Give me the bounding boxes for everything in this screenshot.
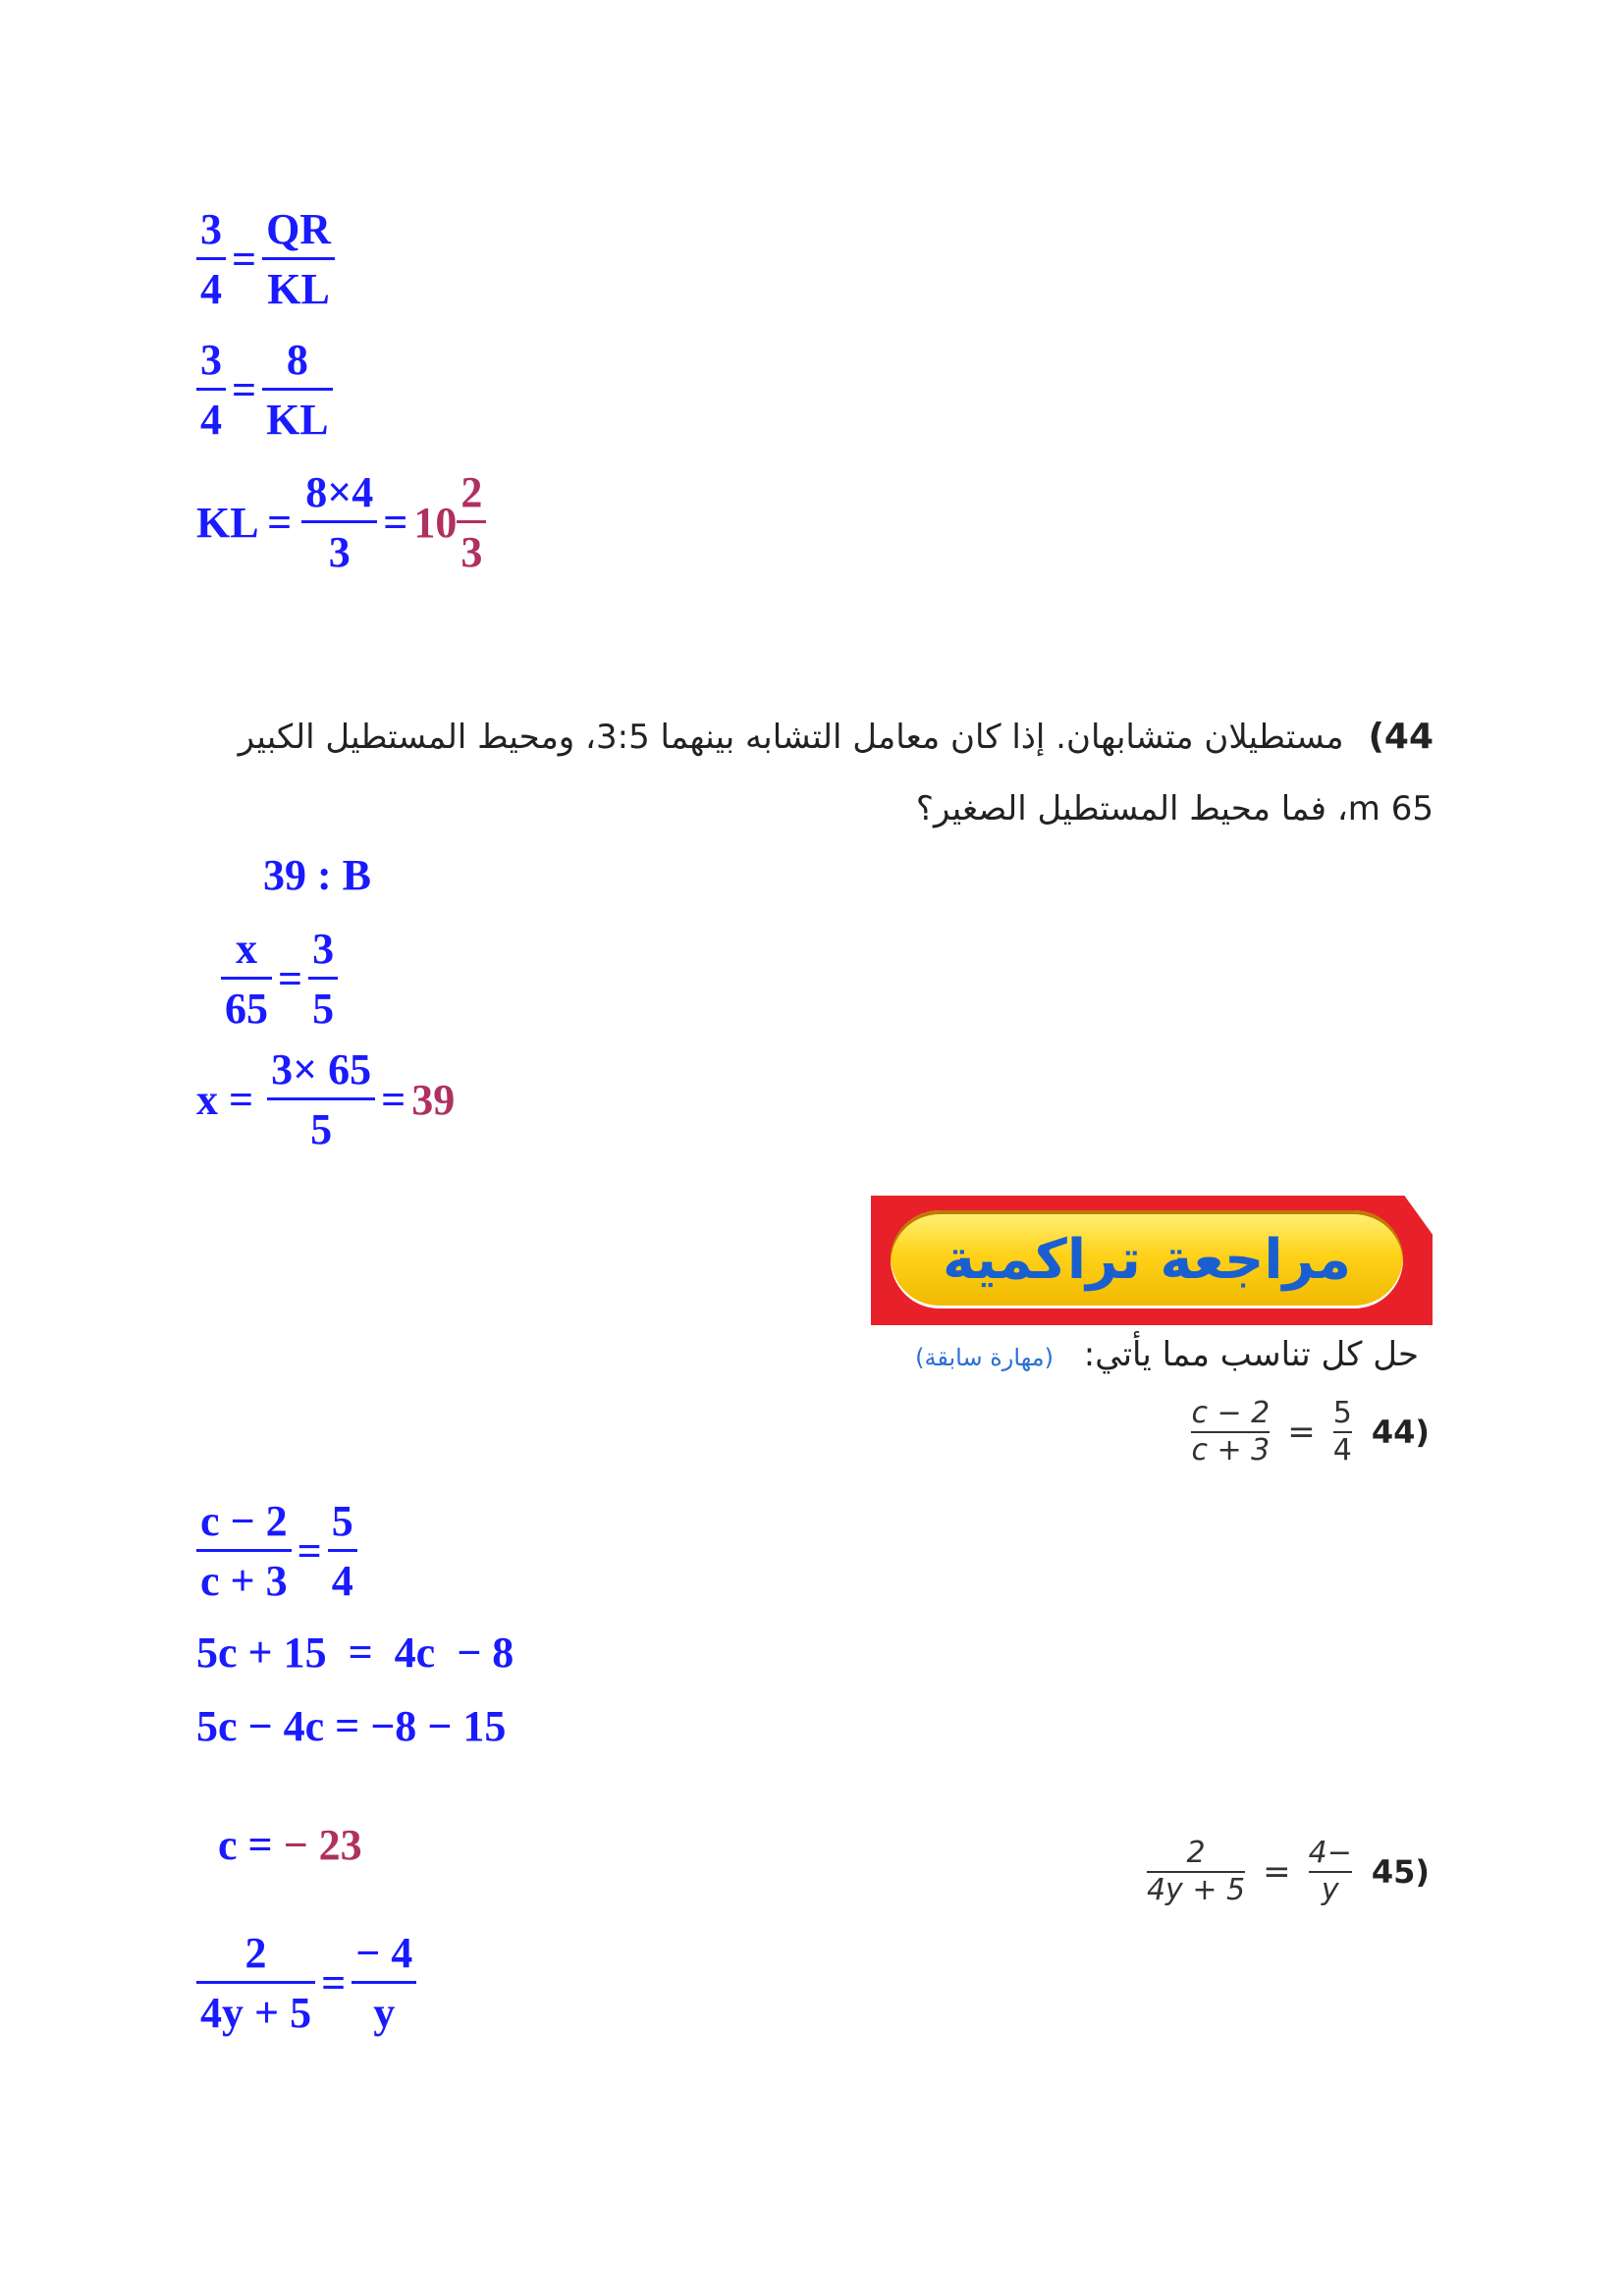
cumulative-review-banner bbox=[891, 1210, 1403, 1308]
fraction: −4 y bbox=[1308, 1836, 1352, 1907]
fraction: $\frac{3}{4}$ bbox=[196, 339, 226, 442]
fraction: $\frac{c - 2}{c + 3}$ bbox=[196, 1500, 292, 1603]
banner-title: مراجعة تراكمية bbox=[942, 1227, 1352, 1292]
question-number: 44) bbox=[1368, 717, 1434, 757]
sol3-line1: $\frac{c - 2}{c + 3}$ = $\frac{5}{4}$ bbox=[196, 1500, 357, 1603]
fraction: c − 2 c + 3 bbox=[1191, 1396, 1271, 1468]
problem-44-line2: 65 m، فما محيط المستطيل الصغير؟ bbox=[915, 789, 1434, 828]
problem-44-line1: 44) مستطيلان متشابهان. إذا كان معامل التشابه بينهما 3:5، ومحيط المستطيل الكبير bbox=[238, 717, 1434, 757]
answer: 39 bbox=[411, 1075, 456, 1124]
sol2-line2: x = $\frac{3\times 65}{5}$ = 39 bbox=[196, 1045, 456, 1153]
fraction: $\frac{8\times 4}{3}$ bbox=[301, 471, 377, 574]
choice-answer: 39 : B bbox=[263, 851, 371, 899]
sol4-line1: $\frac{2}{4y + 5}$ = $\frac{- 4}{y}$ bbox=[196, 1932, 416, 2035]
sol3-line4: c = − 23 bbox=[218, 1821, 362, 1869]
sol1-line1: $\frac{3}{4}$ = $\frac{QR}{KL}$ bbox=[196, 208, 335, 311]
fraction: 5 4 bbox=[1332, 1396, 1352, 1468]
exercise-45: (45 −4 y = 2 4y + 5 bbox=[1146, 1836, 1430, 1907]
fraction: 2 4y + 5 bbox=[1146, 1836, 1246, 1907]
fraction: $\frac{x}{65}$ bbox=[221, 928, 272, 1031]
answer: − 23 bbox=[283, 1821, 362, 1869]
sol1-line3: KL = $\frac{8\times 4}{3}$ = 10 $\frac{2}{3}$ bbox=[196, 471, 486, 574]
sol2-line1: $\frac{x}{65}$ = $\frac{3}{5}$ bbox=[221, 928, 338, 1031]
fraction: $\frac{8}{KL}$ bbox=[262, 339, 333, 442]
review-instruction: حل كل تناسب مما يأتي: (مهارة سابقة) bbox=[915, 1335, 1419, 1374]
fraction: $\frac{3}{4}$ bbox=[196, 208, 226, 311]
fraction: $\frac{QR}{KL}$ bbox=[262, 208, 335, 311]
fraction: $\frac{3\times 65}{5}$ bbox=[267, 1048, 375, 1151]
exercise-44: (44 5 4 = c − 2 c + 3 bbox=[1191, 1396, 1430, 1468]
fraction: $\frac{- 4}{y}$ bbox=[352, 1932, 416, 2035]
sol1-line2: $\frac{3}{4}$ = $\frac{8}{KL}$ bbox=[196, 339, 333, 442]
sol3-line3: 5c − 4c = −8 − 15 bbox=[196, 1702, 507, 1750]
fraction: $\frac{2}{4y + 5}$ bbox=[196, 1932, 315, 2035]
fraction: $\frac{3}{5}$ bbox=[308, 928, 338, 1031]
question-number: (44 bbox=[1371, 1414, 1430, 1451]
skill-label: (مهارة سابقة) bbox=[915, 1344, 1054, 1371]
fraction: $\frac{5}{4}$ bbox=[328, 1500, 357, 1603]
sol3-line2: 5c + 15 = 4c − 8 bbox=[196, 1629, 514, 1677]
question-number: (45 bbox=[1371, 1853, 1430, 1891]
answer-fraction: $\frac{2}{3}$ bbox=[457, 471, 486, 574]
answer-whole: 10 bbox=[413, 498, 458, 547]
